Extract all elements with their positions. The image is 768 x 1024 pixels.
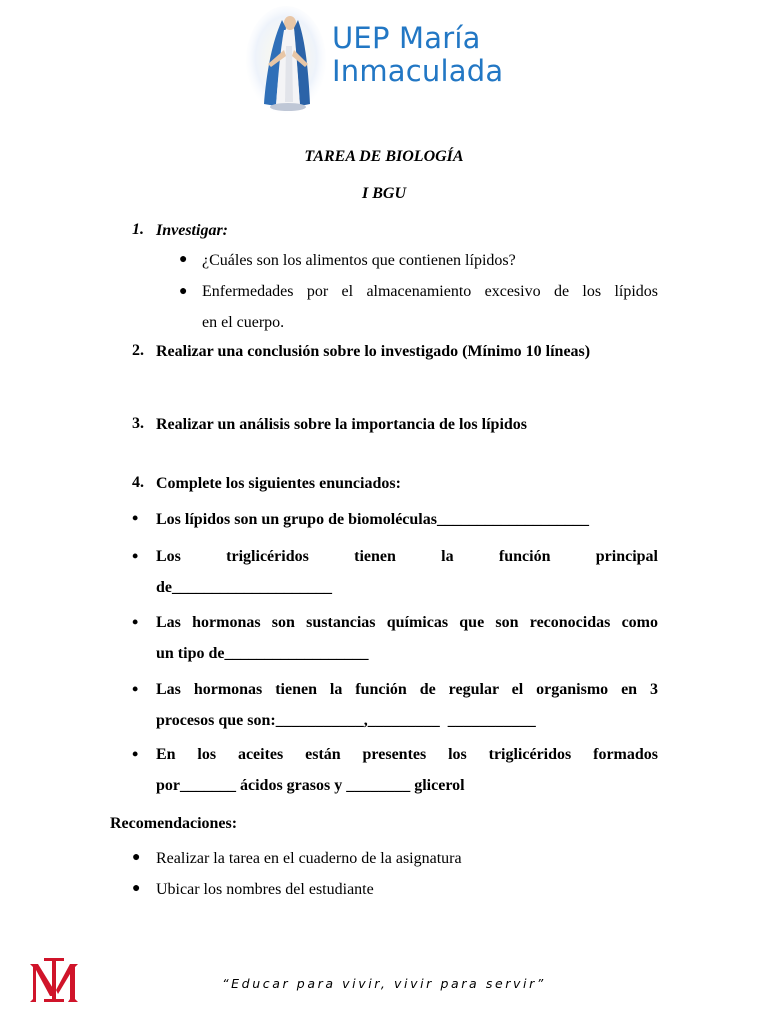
q4-item-2-line-1: Los triglicéridos tienen la función principal (156, 548, 658, 565)
recommendation-1: Realizar la tarea en el cuaderno de la asignatura (156, 850, 462, 867)
q1-bullet-1: ¿Cuáles son los alimentos que contienen lípidos? (202, 252, 516, 269)
q4-item-4-line-1: Las hormonas tienen la función de regular el organismo en 3 (156, 681, 658, 698)
q4-item-5-line-1: En los aceites están presentes los triglicéridos formados (156, 746, 658, 763)
bullet-icon: • (132, 612, 139, 632)
brand-name (332, 22, 503, 88)
bullet-icon: • (132, 508, 139, 528)
q4-item-3-line-2: un tipo de__________________ (156, 645, 369, 662)
bullet-icon: ● (132, 881, 141, 896)
q4-item-1: Los lípidos son un grupo de biomoléculas___________________ (156, 511, 589, 528)
header (246, 6, 566, 114)
bullet-icon: ● (179, 284, 188, 299)
q2-number: 2. (132, 342, 144, 359)
q2-text: Realizar una conclusión sobre lo investigado (Mínimo 10 líneas) (156, 343, 591, 360)
brand-line-1: UEP María (332, 21, 481, 55)
virgin-mary-icon (246, 6, 326, 114)
q1-number: 1. (132, 221, 144, 238)
bullet-icon: ● (179, 252, 188, 267)
q4-item-4-line-2: procesos que son:___________,_________ ___________ (156, 712, 536, 729)
recommendations-heading: Recomendaciones: (110, 815, 238, 832)
bullet-icon: ● (132, 850, 141, 865)
q1-bullet-2-line-1: Enfermedades por el almacenamiento excesivo de los lípidos (202, 283, 658, 300)
q1-bullet-2-line-2: en el cuerpo. (202, 314, 285, 331)
q1-label: Investigar: (156, 222, 228, 239)
footer-motto: “Educar para vivir, vivir para servir” (222, 976, 546, 991)
q4-number: 4. (132, 474, 144, 491)
bullet-icon: • (132, 679, 139, 699)
page-title: TAREA DE BIOLOGÍA (304, 148, 464, 165)
bullet-icon: • (132, 744, 139, 764)
recommendation-2: Ubicar los nombres del estudiante (156, 881, 374, 898)
brand-line-2: Inmaculada (332, 54, 504, 88)
q3-number: 3. (132, 415, 144, 432)
q4-text: Complete los siguientes enunciados: (156, 475, 401, 492)
q4-item-2-line-2: de____________________ (156, 579, 332, 596)
q4-item-3-line-1: Las hormonas son sustancias químicas que son reconocidas como (156, 614, 658, 631)
page-subtitle: I BGU (361, 185, 406, 202)
bullet-icon: • (132, 546, 139, 566)
q4-item-5-line-2: por_______ ácidos grasos y ________ glicerol (156, 777, 465, 794)
q3-text: Realizar un análisis sobre la importancia de los lípidos (156, 416, 528, 433)
